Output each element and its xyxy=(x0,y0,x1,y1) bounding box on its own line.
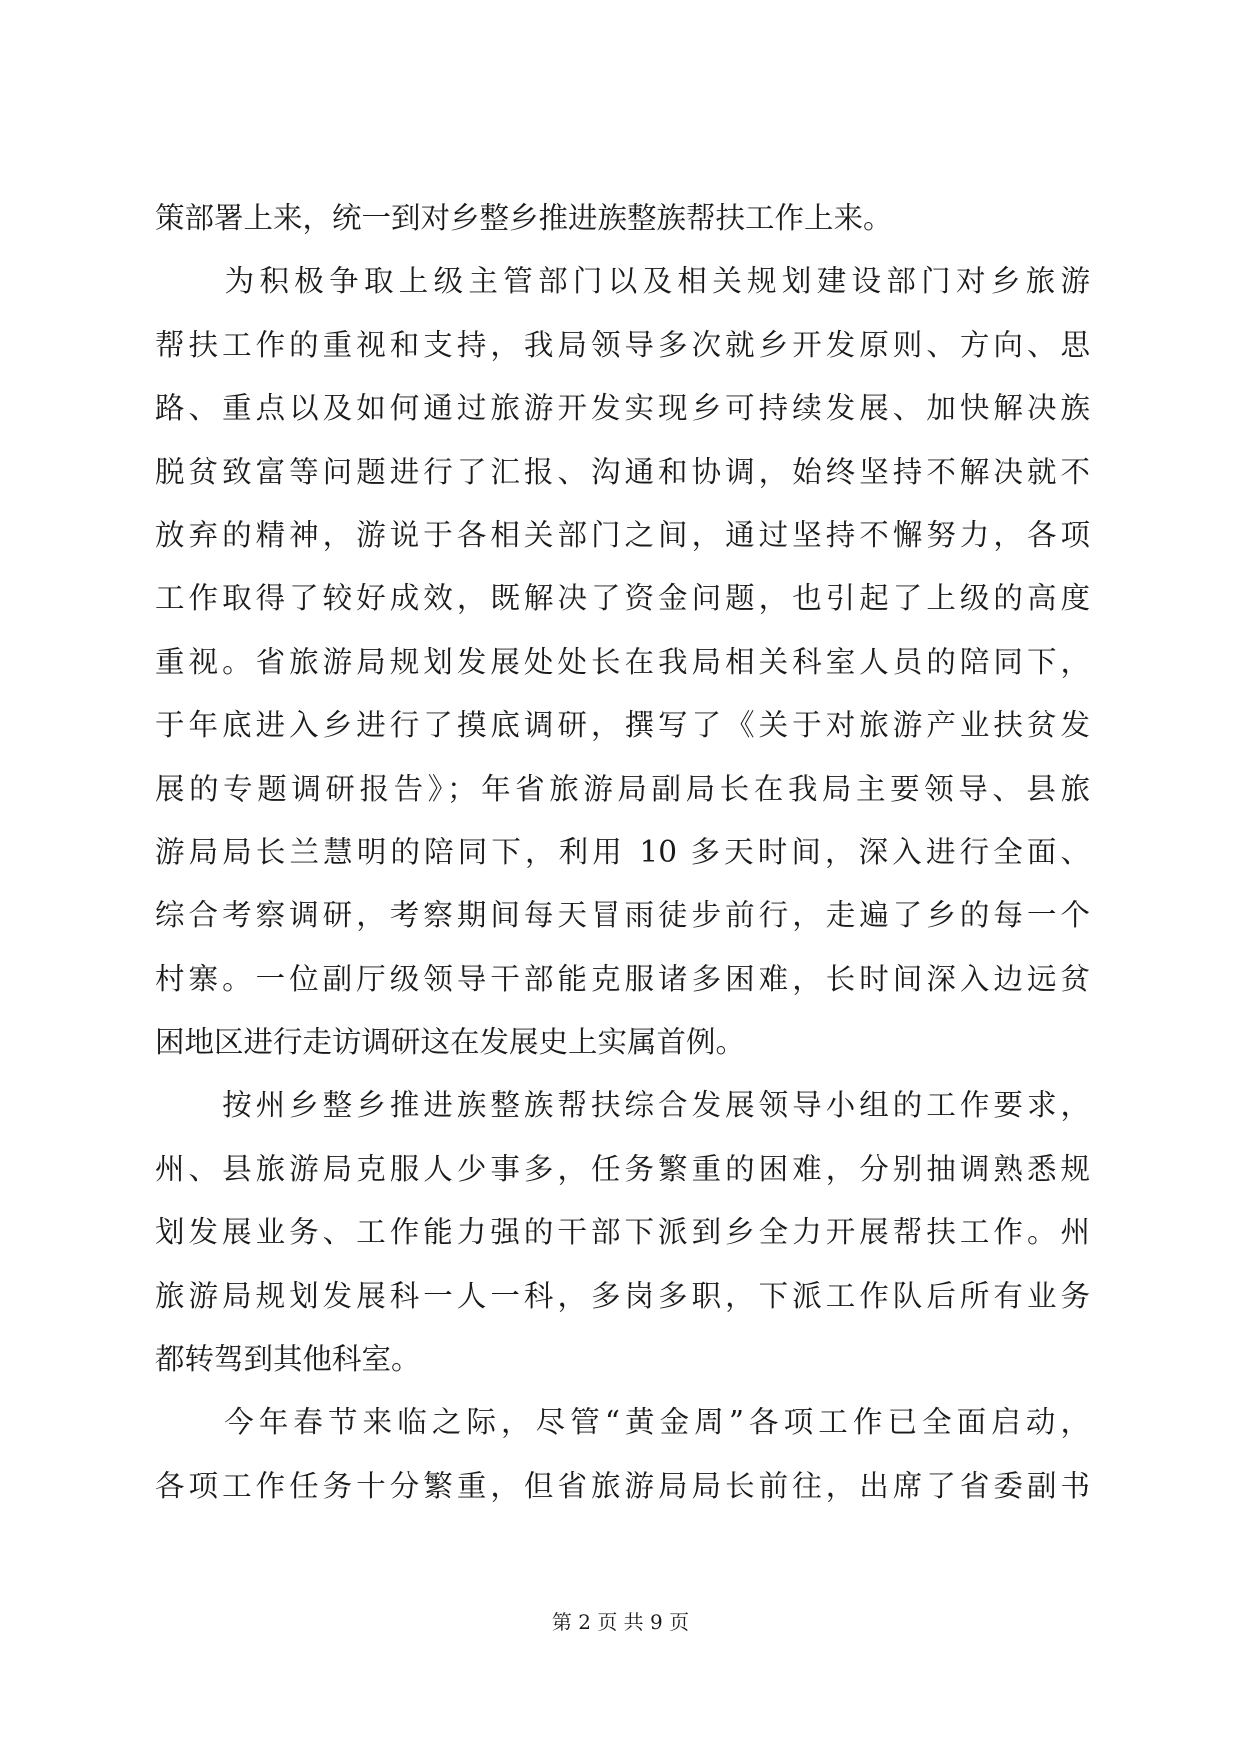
text-line: 路、重点以及如何通过旅游开发实现乡可持续发展、加快解决族 xyxy=(155,391,1090,426)
text-line: 今年春节来临之际，尽管“黄金周”各项工作已全面启动， xyxy=(155,1405,1090,1440)
text-line: 重视。省旅游局规划发展处处长在我局相关科室人员的陪同下， xyxy=(155,644,1090,679)
page-footer: 第 2 页 共 9 页 xyxy=(551,1610,690,1634)
text-line: 工作取得了较好成效，既解决了资金问题，也引起了上级的高度 xyxy=(155,581,1090,616)
text-line: 按州乡整乡推进族整族帮扶综合发展领导小组的工作要求， xyxy=(155,1088,1090,1123)
text-line: 策部署上来，统一到对乡整乡推进族整族帮扶工作上来。 xyxy=(155,201,893,235)
text-line: 州、县旅游局克服人少事多，任务繁重的困难，分别抽调熟悉规 xyxy=(155,1151,1090,1186)
text-line: 展的专题调研报告》；年省旅游局副局长在我局主要领导、县旅 xyxy=(155,771,1090,806)
text-line: 各项工作任务十分繁重，但省旅游局局长前往，出席了省委副书 xyxy=(155,1468,1090,1503)
text-line: 为积极争取上级主管部门以及相关规划建设部门对乡旅游 xyxy=(155,264,1090,299)
text-line: 旅游局规划发展科一人一科，多岗多职，下派工作队后所有业务 xyxy=(155,1278,1090,1313)
text-line: 于年底进入乡进行了摸底调研，撰写了《关于对旅游产业扶贫发 xyxy=(155,708,1090,743)
text-line: 帮扶工作的重视和支持，我局领导多次就乡开发原则、方向、思 xyxy=(155,327,1090,362)
text-line: 游局局长兰慧明的陪同下，利用 10 多天时间，深入进行全面、 xyxy=(155,834,1090,869)
text-line: 放弃的精神，游说于各相关部门之间，通过坚持不懈努力，各项 xyxy=(155,517,1090,552)
text-line: 综合考察调研，考察期间每天冒雨徒步前行，走遍了乡的每一个 xyxy=(155,898,1090,933)
text-line: 划发展业务、工作能力强的干部下派到乡全力开展帮扶工作。州 xyxy=(155,1215,1090,1250)
text-line: 脱贫致富等问题进行了汇报、沟通和协调，始终坚持不解决就不 xyxy=(155,454,1090,489)
text-line: 村寨。一位副厅级领导干部能克服诸多困难，长时间深入边远贫 xyxy=(155,961,1090,996)
text-line: 都转驾到其他科室。 xyxy=(155,1342,421,1377)
text-line: 困地区进行走访调研这在发展史上实属首例。 xyxy=(155,1025,746,1060)
body-text xyxy=(155,187,1090,1518)
